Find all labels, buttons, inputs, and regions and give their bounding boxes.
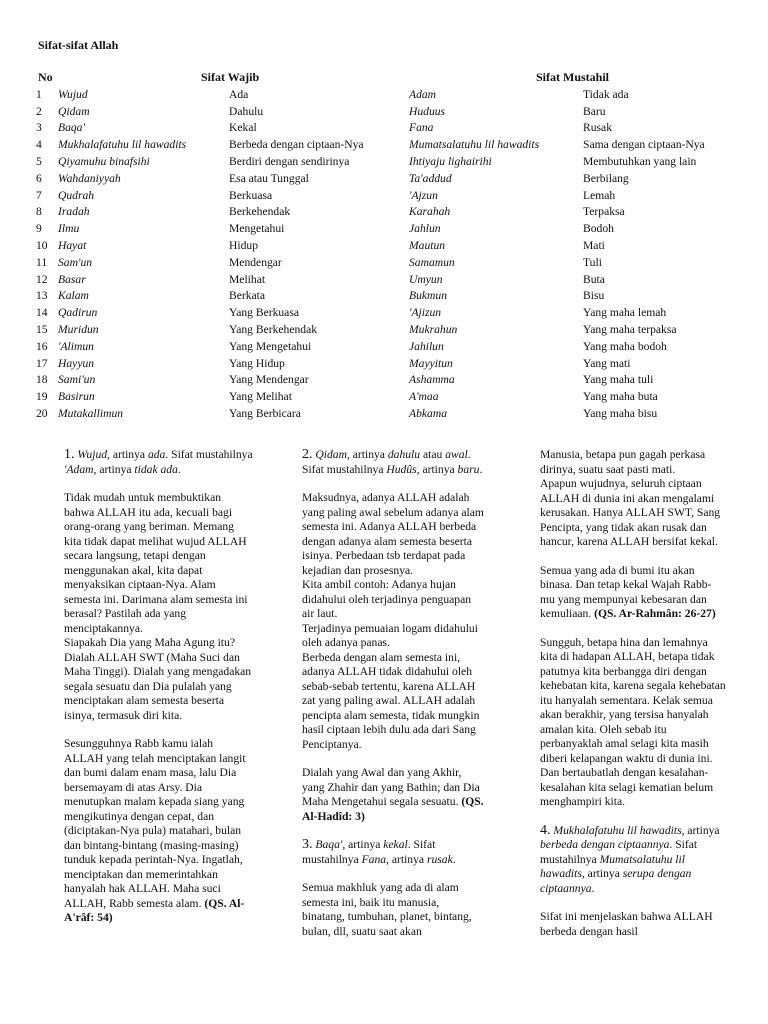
paragraph: Sungguh, betapa hina dan lemahnya kita di hadapan ALLAH, betapa tidak patutnya kita berbangga diri dengan kehebatan kita, karena segala kehebatan itu hanyalah sementara. Kelak semua akan berakhir, yang tersisa hanyalah amalan kita. Oleh sebab itu perbanyaklah amal selagi kita masih diberi kelapangan waktu di dunia ini. Dan bertaubatlah dengan kesalahan-kesalahan kita selagi kematian belum menghampiri kita. [540, 635, 726, 808]
section-1-heading: 1. Wujud, artinya ada. Sifat mustahilnya 'Adam, artinya tidak ada. [64, 447, 253, 476]
sifat-mustahil-meaning: Yang maha bisu [583, 407, 658, 421]
sifat-wajib-name: Qidam [58, 104, 90, 118]
section-2-heading: 2. Qidam, artinya dahulu atau awal. Sifat mustahilnya Hudûs, artinya baru. [302, 447, 483, 476]
sifat-wajib-meaning: Berkata [229, 289, 266, 303]
table-row [36, 136, 763, 153]
table-row [36, 187, 763, 204]
paragraph: Semua makhluk yang ada di alam semesta ini, baik itu manusia, binatang, tumbuhan, planet, bintang, bulan, dll, suatu saat akan [302, 881, 472, 938]
sifat-wajib-meaning: Yang Hidup [229, 356, 285, 370]
table-row [36, 304, 763, 321]
sifat-mustahil-name: 'Ajzun [409, 188, 438, 202]
column-3 [540, 448, 726, 953]
sifat-wajib-meaning: Yang Melihat [229, 390, 292, 404]
sifat-mustahil-meaning: Yang maha buta [583, 390, 658, 404]
sifat-mustahil-name: A'maa [409, 390, 439, 404]
paragraph: Dialah ALLAH SWT (Maha Suci dan Maha Tinggi). Dialah yang mengadakan segala sesuatu dan Dia pulalah yang menciptakan alam semesta beserta isinya, termasuk diri kita. [64, 650, 252, 722]
sifat-wajib-meaning: Yang Mendengar [229, 373, 309, 387]
sifat-wajib-meaning: Melihat [229, 272, 266, 286]
sifat-mustahil-meaning: Yang maha tuli [583, 373, 654, 387]
sifat-mustahil-name: Fana [409, 121, 434, 135]
sifat-mustahil-name: Ashamma [409, 373, 455, 387]
paragraph: Berbeda dengan alam semesta ini, adanya ALLAH tidak didahului oleh sebab-sebab tertentu, karena ALLAH zat yang paling awal. ALLAH adalah pencipta alam semesta, tidak mungkin hasil ciptaan lebih dulu ada dari Sang Penciptanya. [302, 650, 480, 751]
sifat-wajib-name: Baqa' [58, 121, 85, 135]
paragraph: Apapun wujudnya, seluruh ciptaan ALLAH di dunia ini akan mengalami kerusakan. Hanya ALLAH SWT, Sang Pencipta, yang tidak akan rusak dan hancur, karena ALLAH bersifat kekal. [540, 477, 721, 548]
sifat-mustahil-name: Abkama [409, 407, 447, 421]
sifat-wajib-meaning: Yang Mengetahui [229, 339, 312, 353]
sifat-wajib-meaning: Berbeda dengan ciptaan-Nya [229, 138, 364, 152]
table-row [36, 86, 763, 103]
table-row [36, 237, 763, 254]
sifat-wajib-name: Mukhalafatuhu lil hawadits [58, 138, 187, 152]
paragraph: Manusia, betapa pun gagah perkasa dirinya, suatu saat pasti mati. [540, 448, 706, 476]
table-row [36, 288, 763, 305]
sifat-wajib-name: Qudrah [58, 188, 95, 202]
header-sifat-mustahil: Sifat Mustahil [536, 70, 610, 84]
sifat-wajib-meaning: Ada [229, 87, 249, 101]
sifat-mustahil-meaning: Membutuhkan yang lain [583, 155, 697, 169]
sifat-wajib-name: Mutakallimun [58, 407, 124, 421]
sifat-mustahil-name: Adam [409, 87, 437, 101]
sifat-wajib-meaning: Berkuasa [229, 188, 273, 202]
row-number: 9 [36, 222, 42, 236]
sifat-mustahil-name: Mautun [409, 239, 446, 253]
sifat-mustahil-meaning: Berbilang [583, 171, 629, 185]
table-row [36, 170, 763, 187]
sifat-wajib-name: Basirun [58, 390, 95, 404]
sifat-wajib-name: Basar [58, 272, 86, 286]
table-row [36, 388, 763, 405]
row-number: 16 [36, 339, 48, 353]
sifat-wajib-meaning: Berkehendak [229, 205, 291, 219]
sifat-mustahil-meaning: Yang mati [583, 356, 631, 370]
sifat-wajib-meaning: Esa atau Tunggal [229, 171, 309, 185]
sifat-table [36, 86, 763, 422]
sifat-wajib-name: Qiyamuhu binafsihi [58, 155, 150, 169]
sifat-wajib-meaning: Yang Berbicara [229, 407, 301, 421]
sifat-wajib-meaning: Yang Berkuasa [229, 306, 299, 320]
sifat-wajib-meaning: Berdiri dengan sendirinya [229, 155, 350, 169]
table-row [36, 321, 763, 338]
table-row [36, 254, 763, 271]
sifat-mustahil-name: Jahlun [409, 222, 441, 236]
sifat-mustahil-meaning: Yang maha terpaksa [583, 323, 677, 337]
row-number: 19 [36, 390, 48, 404]
sifat-wajib-meaning: Mendengar [229, 255, 282, 269]
sifat-wajib-meaning: Mengetahui [229, 222, 285, 236]
column-1 [64, 448, 254, 940]
row-number: 7 [36, 188, 42, 202]
sifat-mustahil-meaning: Sama dengan ciptaan-Nya [583, 138, 705, 152]
table-row [36, 220, 763, 237]
sifat-mustahil-meaning: Yang maha bodoh [583, 339, 667, 353]
sifat-wajib-name: 'Alimun [58, 339, 94, 353]
paragraph: Kita ambil contoh: Adanya hujan didahului oleh terjadinya penguapan air laut. [302, 578, 472, 620]
sifat-mustahil-meaning: Bisu [583, 289, 605, 303]
sifat-mustahil-meaning: Tidak ada [583, 87, 629, 101]
table-row [36, 204, 763, 221]
row-number: 20 [36, 407, 48, 421]
paragraph: Maksudnya, adanya ALLAH adalah yang paling awal sebelum adanya alam semesta ini. Adanya ALLAH berbeda dengan adanya alam semesta beserta isinya. Perbedaan tsb terdapat pada kejadian dan prosesnya. [302, 491, 484, 577]
row-number: 10 [36, 239, 48, 253]
sifat-mustahil-name: Karahah [409, 205, 451, 219]
section-3-heading: 3. Baqa', artinya kekal. Sifat mustahilnya Fana, artinya rusak. [302, 837, 456, 866]
sifat-wajib-meaning: Kekal [229, 121, 257, 135]
table-row [36, 355, 763, 372]
row-number: 13 [36, 289, 48, 303]
sifat-mustahil-name: Ta'addud [409, 171, 452, 185]
sifat-wajib-name: Iradah [58, 205, 90, 219]
sifat-mustahil-meaning: Buta [583, 272, 605, 286]
row-number: 2 [36, 104, 42, 118]
sifat-mustahil-name: Bukmun [409, 289, 447, 303]
sifat-wajib-meaning: Dahulu [229, 104, 264, 118]
sifat-mustahil-name: Mayyitun [409, 356, 453, 370]
sifat-wajib-name: Hayyun [58, 356, 95, 370]
sifat-wajib-meaning: Hidup [229, 239, 258, 253]
row-number: 17 [36, 356, 48, 370]
sifat-wajib-name: Sami'un [58, 373, 96, 387]
row-number: 3 [36, 121, 42, 135]
sifat-mustahil-meaning: Bodoh [583, 222, 614, 236]
section-4-heading: 4. Mukhalafatuhu lil hawadits, artinya berbeda dengan ciptaannya. Sifat mustahilnya Mumatsalatuhu lil hawadits, artinya serupa dengan ciptaannya. [540, 822, 720, 895]
sifat-wajib-name: Wujud [58, 87, 88, 101]
row-number: 4 [36, 138, 42, 152]
row-number: 6 [36, 171, 42, 185]
sifat-mustahil-meaning: Mati [583, 239, 605, 253]
sifat-mustahil-name: Samamun [409, 255, 455, 269]
sifat-wajib-name: Muridun [58, 323, 99, 337]
sifat-mustahil-name: Mumatsalatuhu lil hawadits [409, 138, 540, 152]
row-number: 18 [36, 373, 48, 387]
sifat-wajib-name: Hayat [58, 239, 87, 253]
sifat-mustahil-name: Umyun [409, 272, 443, 286]
sifat-wajib-meaning: Yang Berkehendak [229, 323, 318, 337]
sifat-mustahil-name: Mukrahun [409, 323, 458, 337]
sifat-wajib-name: Ilmu [58, 222, 80, 236]
sifat-mustahil-meaning: Baru [583, 104, 606, 118]
sifat-mustahil-meaning: Lemah [583, 188, 616, 202]
paragraph: Sifat ini menjelaskan bahwa ALLAH berbeda dengan hasil [540, 910, 713, 938]
paragraph: Tidak mudah untuk membuktikan bahwa ALLAH itu ada, kecuali bagi orang-orang yang beriman. Memang kita tidak dapat melihat wujud ALLAH secara langsung, tetapi dengan menggunakan akal, kita dapat menyaksikan ciptaan-Nya. Alam semesta ini. Darimana alam semesta ini berasal? Pastilah ada yang menciptakannya. [64, 491, 248, 635]
row-number: 8 [36, 205, 42, 219]
row-number: 12 [36, 272, 48, 286]
quote-paragraph: Sesungguhnya Rabb kamu ialah ALLAH yang telah menciptakan langit dan bumi dalam enam masa, lalu Dia bersemayam di atas Arsy. Dia menutupkan malam kepada siang yang mengikutinya dengan cepat, dan (diciptakan-Nya pula) matahari, bulan dan bintang-bintang (masing-masing) tunduk kepada perintah-Nya. Ingatlah, menciptakan dan memerintahkan hanyalah hak ALLAH. Maha suci ALLAH, Rabb semesta alam. (QS. Al-A'râf: 54) [64, 737, 246, 924]
row-number: 14 [36, 306, 48, 320]
row-number: 11 [36, 255, 48, 269]
quote-paragraph: Dialah yang Awal dan yang Akhir, yang Zhahir dan yang Bathin; dan Dia Maha Mengetahui segala sesuatu. (QS. Al-Hadîd: 3) [302, 766, 484, 823]
column-2 [302, 448, 484, 953]
sifat-wajib-name: Wahdaniyyah [58, 171, 121, 185]
paragraph: Siapakah Dia yang Maha Agung itu? [64, 636, 235, 649]
sifat-mustahil-name: Huduus [409, 104, 446, 118]
sifat-mustahil-meaning: Terpaksa [583, 205, 625, 219]
sifat-mustahil-meaning: Tuli [583, 255, 602, 269]
paragraph: Terjadinya pemuaian logam didahului oleh adanya panas. [302, 621, 478, 649]
sifat-mustahil-meaning: Rusak [583, 121, 612, 135]
table-row [36, 405, 763, 422]
header-sifat-wajib: Sifat Wajib [201, 70, 260, 84]
table-row [36, 103, 763, 120]
row-number: 15 [36, 323, 48, 337]
sifat-mustahil-name: Ihtiyaju lighairihi [409, 155, 492, 169]
page-title: Sifat-sifat Allah [38, 38, 119, 52]
table-row [36, 153, 763, 170]
sifat-wajib-name: Qadirun [58, 306, 98, 320]
quote-paragraph: Semua yang ada di bumi itu akan binasa. Dan tetap kekal Wajah Rabb-mu yang mempunyai kebesaran dan kemuliaan. (QS. Ar-Rahmân: 26-27) [540, 563, 716, 620]
table-row [36, 338, 763, 355]
table-row [36, 372, 763, 389]
row-number: 1 [36, 87, 42, 101]
row-number: 5 [36, 155, 42, 169]
header-no: No [38, 70, 53, 84]
sifat-mustahil-name: Jahilun [409, 339, 444, 353]
table-row [36, 120, 763, 137]
sifat-mustahil-meaning: Yang maha lemah [583, 306, 667, 320]
sifat-mustahil-name: 'Ajizun [409, 306, 442, 320]
sifat-wajib-name: Kalam [58, 289, 89, 303]
sifat-wajib-name: Sam'un [58, 255, 93, 269]
table-row [36, 271, 763, 288]
